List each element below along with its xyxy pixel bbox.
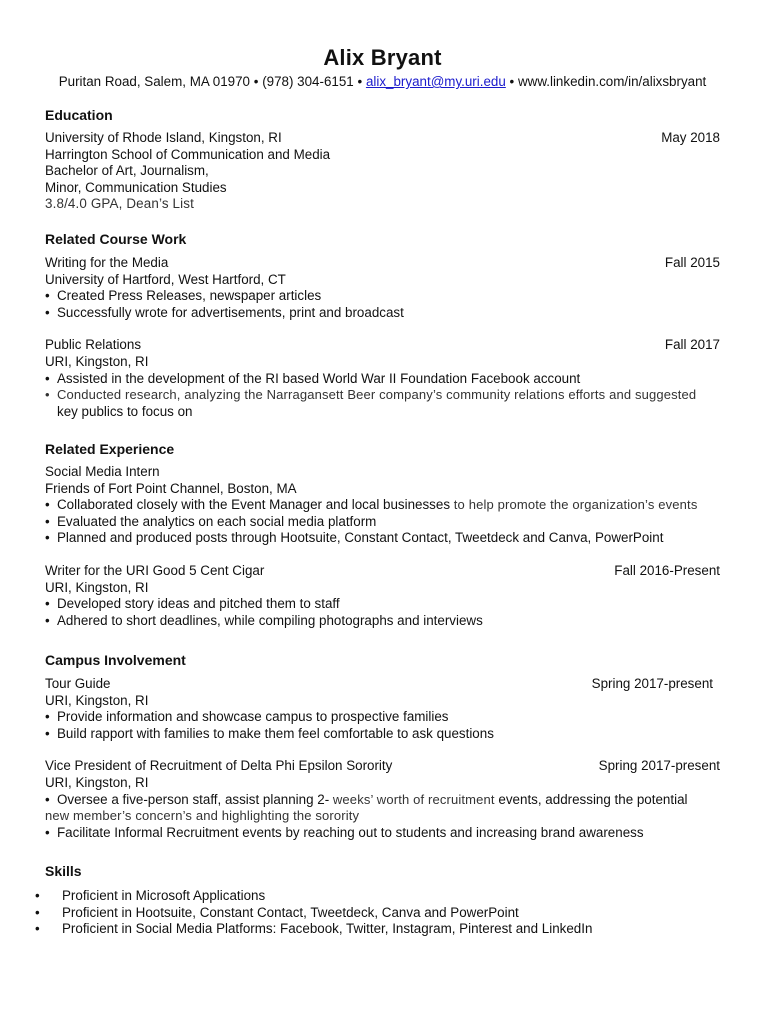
job-date: Fall 2016-Present — [614, 562, 720, 578]
section-title-education: Education — [45, 107, 113, 123]
role-title: Tour Guide — [45, 676, 111, 691]
bullet-item: • Conducted research, analyzing the Narragansett Beer company’s community relations efforts and suggested — [45, 387, 720, 404]
course-date: Fall 2017 — [664, 337, 720, 353]
role-place: URI, Kingston, RI — [45, 692, 149, 708]
resume-page — [45, 44, 720, 937]
experience-section — [45, 440, 720, 629]
bullet-item: • Build rapport with families to make them feel comfortable to ask questions — [45, 726, 720, 743]
course-header — [45, 337, 720, 354]
bullet-continuation: new member’s concern’s and highlighting the sorority — [45, 808, 360, 824]
bullet-text: Oversee a five-person staff, assist planning 2- — [57, 791, 333, 807]
role-place: URI, Kingston, RI — [45, 774, 149, 790]
bullet-item: • Created Press Releases, newspaper articles — [45, 288, 720, 305]
phone: (978) 304-6151 — [262, 74, 354, 89]
separator: • — [253, 74, 259, 89]
job-place: Friends of Fort Point Channel, Boston, MA — [45, 480, 297, 496]
bullet-item — [45, 792, 720, 809]
gpa: 3.8/4.0 GPA, Dean’s List — [45, 196, 194, 212]
section-title-campus: Campus Involvement — [45, 652, 186, 668]
bullet-text-tail: events, addressing the potential — [494, 791, 688, 807]
education-section — [45, 106, 720, 213]
bullet-text-tail: to help promote the organization’s events — [450, 497, 698, 513]
course-name: Writing for the Media — [45, 255, 169, 270]
separator: • — [509, 74, 515, 89]
bullet-text-mid: weeks’ worth of recruitment — [332, 791, 495, 807]
job-header — [45, 563, 720, 580]
bullet-item: • Facilitate Informal Recruitment events by reaching out to students and increasing brand awareness — [45, 825, 720, 842]
bullet-item: • Successfully wrote for advertisements, print and broadcast — [45, 305, 720, 322]
bullet-item: • Adhered to short deadlines, while compiling photographs and interviews — [45, 613, 720, 630]
section-title-coursework: Related Course Work — [45, 231, 187, 247]
course-name: Public Relations — [45, 337, 142, 353]
education-date: May 2018 — [661, 130, 720, 145]
degree: Bachelor of Art, Journalism, — [45, 163, 209, 179]
bullet-item: • Evaluated the analytics on each social media platform — [45, 514, 720, 531]
address: Puritan Road, Salem, MA 01970 — [58, 74, 251, 89]
course-date: Fall 2015 — [664, 255, 720, 270]
bullet-item — [45, 497, 720, 514]
job-title: Writer for the URI Good 5 Cent Cigar — [45, 562, 265, 578]
minor: Minor, Communication Studies — [45, 179, 227, 195]
section-title-experience: Related Experience — [45, 441, 175, 457]
resume-name: Alix Bryant — [323, 45, 442, 70]
skills-section — [45, 862, 720, 938]
school-department: Harrington School of Communication and Media — [45, 146, 331, 162]
coursework-section — [45, 230, 720, 420]
role-date: Spring 2017-present — [591, 676, 713, 691]
bullet-item: • Assisted in the development of the RI based World War II Foundation Facebook account — [45, 371, 720, 388]
job-title: Social Media Intern — [45, 464, 160, 479]
role-header — [45, 676, 720, 693]
linkedin-url: www.linkedin.com/in/alixsbryant — [517, 74, 707, 89]
course-header — [45, 255, 720, 272]
bullet-item: • Provide information and showcase campus to prospective families — [45, 709, 720, 726]
course-place: University of Hartford, West Hartford, CT — [45, 271, 286, 287]
skill-item: • Proficient in Microsoft Applications — [45, 888, 720, 905]
campus-section — [45, 651, 720, 841]
contact-line — [35, 73, 730, 90]
role-date: Spring 2017-present — [598, 758, 720, 774]
bullet-text: Collaborated closely with the Event Manager and local businesses — [57, 497, 451, 513]
bullet-item: • Planned and produced posts through Hootsuite, Constant Contact, Tweetdeck and Canva, PowerPoint — [45, 530, 720, 547]
role-header — [45, 758, 720, 775]
job-place: URI, Kingston, RI — [45, 579, 149, 595]
email-link[interactable]: alix_bryant@my.uri.edu — [365, 74, 506, 89]
separator: • — [357, 74, 363, 89]
section-title-skills: Skills — [45, 863, 82, 879]
bullet-item: • Developed story ideas and pitched them to staff — [45, 596, 720, 613]
skill-item: • Proficient in Hootsuite, Constant Contact, Tweetdeck, Canva and PowerPoint — [45, 905, 720, 922]
school-name: University of Rhode Island, Kingston, RI — [45, 130, 282, 145]
course-place: URI, Kingston, RI — [45, 353, 149, 369]
role-title: Vice President of Recruitment of Delta Phi Epsilon Sorority — [45, 758, 393, 774]
skill-item: • Proficient in Social Media Platforms: Facebook, Twitter, Instagram, Pinterest and LinkedIn — [45, 921, 720, 938]
bullet-continuation: key publics to focus on — [57, 403, 193, 419]
education-row — [45, 130, 720, 147]
